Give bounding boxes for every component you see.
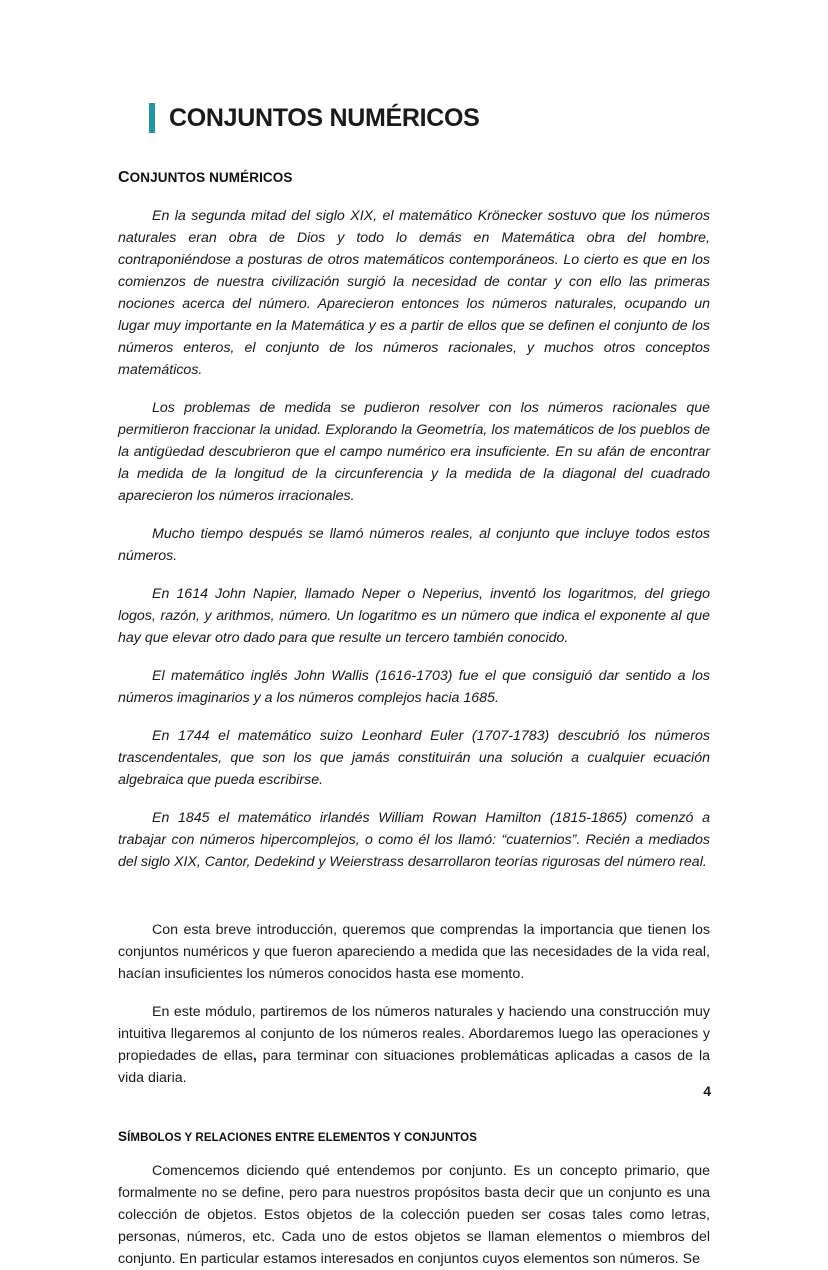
paragraph-block-6 [118,725,710,791]
paragraph-6: En 1744 el matemático suizo Leonhard Euler (1707-1783) descubrió los números trascendentales, que son los que jamás constituirán una solución a cualquier ecuación algebraica que pueda escribirse. [118,728,710,788]
chapter-title-row [149,103,710,133]
page-number: 4 [703,1083,711,1099]
paragraph-1: En la segunda mitad del siglo XIX, el matemático Krönecker sostuvo que los números naturales eran obra de Dios y todo lo demás en Matemática obra del hombre, contraponiéndose a posturas de otros matemáticos contemporáneos. Lo cierto es que en los comienzos de nuestra civilización surgió la necesidad de contar y con ello las primeras nociones acerca del número. Aparecieron entonces los números naturales, ocupando un lugar muy importante en la Matemática y es a partir de ellos que se definen el conjunto de los números enteros, el conjunto de los números racionales, y muchos otros conceptos matemáticos. [118,208,710,378]
paragraph-block-8 [118,919,710,985]
paragraph-block-2 [118,397,710,507]
paragraph-block-1 [118,205,710,381]
paragraph-9-part-a: En este módulo, partiremos de los números naturales y haciendo una construcción muy intuitiva llegaremos al conjunto de los números reales. Abordaremos luego las operaciones y propiedades de ellas [118,1004,710,1064]
paragraph-4: En 1614 John Napier, llamado Neper o Neperius, inventó los logaritmos, del griego logos, razón, y arithmos, número. Un logaritmo es un número que indica el exponente al que hay que elevar otro dado para que resulte un tercero también conocido. [118,586,710,646]
paragraph-block-9 [118,1001,710,1089]
section-heading-initial-2: S [118,1129,128,1144]
paragraph-block-10 [118,1160,710,1270]
paragraph-10: Comencemos diciendo qué entendemos por conjunto. Es un concepto primario, que formalmente no se define, pero para nuestros propósitos basta decir que un conjunto es una colección de objetos. Estos objetos de la colección pueden ser cosas tales como letras, personas, números, etc. Cada uno de estos objetos se llaman elementos o miembros del conjunto. En particular estamos interesados en conjuntos cuyos elementos son números. Se [118,1163,710,1267]
section-heading-rest: ONJUNTOS NUMÉRICOS [129,170,293,185]
paragraph-9-part-c: para terminar con situaciones problemáticas aplicadas a casos de la vida diaria. [118,1048,711,1086]
paragraph-block-4 [118,583,710,649]
paragraph-gap [118,873,710,903]
paragraph-9-bold-comma: , [252,1048,257,1064]
page-content [118,0,710,1270]
paragraph-block-3 [118,523,710,567]
paragraph-8: Con esta breve introducción, queremos que comprendas la importancia que tienen los conjuntos numéricos y que fueron apareciendo a medida que las necesidades de la vida real, hacían insuficientes los números conocidos hasta ese momento. [118,922,710,982]
section-heading-initial: C [118,169,130,186]
paragraph-9 [118,1001,710,1089]
section-heading-rest-2: ÍMBOLOS Y RELACIONES ENTRE ELEMENTOS Y CONJUNTOS [127,1132,477,1144]
paragraph-2: Los problemas de medida se pudieron resolver con los números racionales que permitieron fraccionar la unidad. Explorando la Geometría, los matemáticos de los pueblos de la antigüedad descubrieron que el campo numérico era insuficiente. En su afán de encontrar la medida de la longitud de la circunferencia y la medida de la diagonal del cuadrado aparecieron los números irracionales. [118,400,710,504]
section-heading-simbolos-relaciones [118,1129,710,1144]
paragraph-7: En 1845 el matemático irlandés William Rowan Hamilton (1815-1865) comenzó a trabajar con números hipercomplejos, o como él los llamó: “cuaternios”. Recién a mediados del siglo XIX, Cantor, Dedekind y Weierstrass desarrollaron teorías rigurosas del número real. [118,810,710,870]
paragraph-block-5 [118,665,710,709]
paragraph-block-7 [118,807,710,873]
page-title: CONJUNTOS NUMÉRICOS [169,103,480,132]
title-accent-bar [149,103,155,133]
section-heading-conjuntos-numericos [118,169,710,187]
paragraph-3: Mucho tiempo después se llamó números reales, al conjunto que incluye todos estos números. [118,526,710,564]
paragraph-5: El matemático inglés John Wallis (1616-1703) fue el que consiguió dar sentido a los números imaginarios y a los números complejos hacia 1685. [118,668,710,706]
